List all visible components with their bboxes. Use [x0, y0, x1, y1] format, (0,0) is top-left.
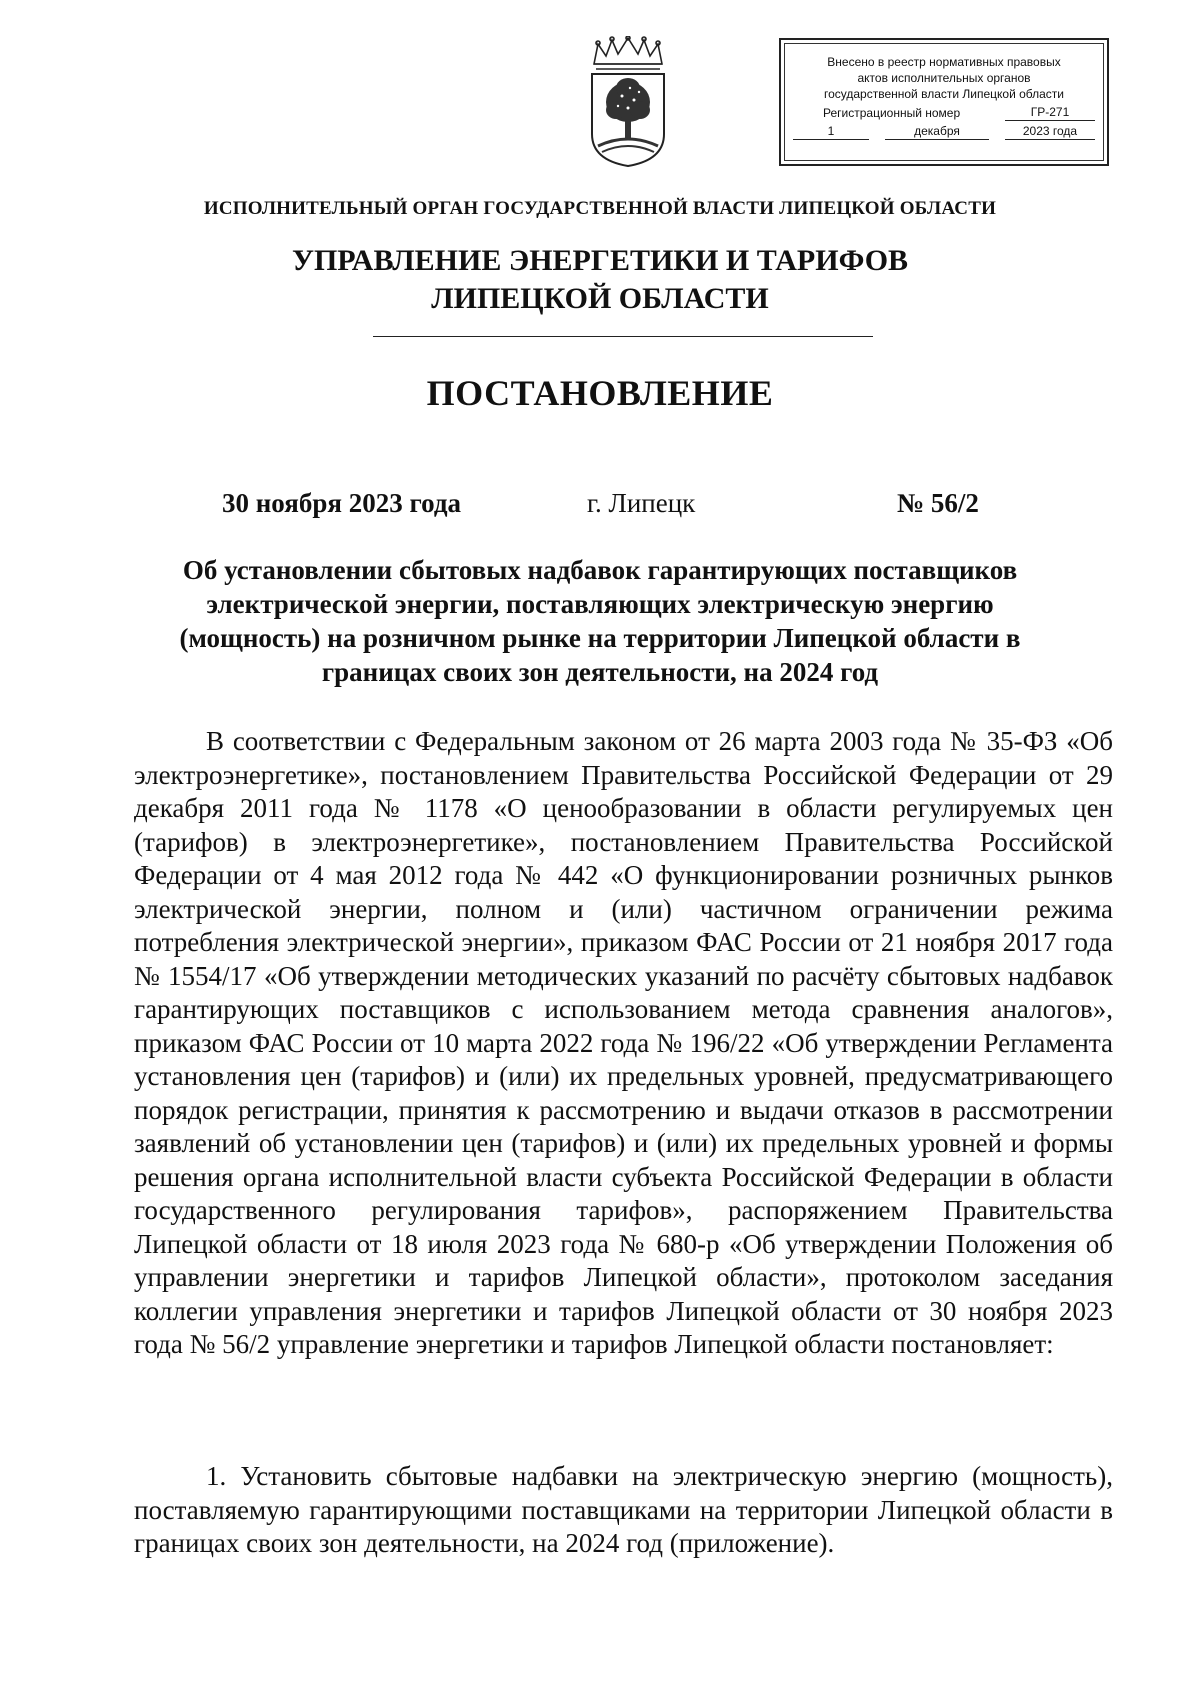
- organization-name: ИСПОЛНИТЕЛЬНЫЙ ОРГАН ГОСУДАРСТВЕННОЙ ВЛАСТИ ЛИПЕЦКОЙ ОБЛАСТИ: [203, 198, 997, 219]
- document-type: ПОСТАНОВЛЕНИЕ: [426, 373, 774, 413]
- stamp-line-3: государственной власти Липецкой области: [823, 87, 1065, 101]
- document-city: г. Липецк: [587, 488, 696, 518]
- registry-stamp: [779, 38, 1109, 166]
- stamp-registration-number: ГР-271: [1005, 104, 1095, 121]
- header-divider: [373, 336, 873, 337]
- document-date: 30 ноября 2023 года: [222, 488, 461, 518]
- coat-of-arms-icon: [584, 36, 672, 168]
- subject-line-1: Об установлении сбытовых надбавок гарантирующих поставщиков: [182, 555, 1018, 585]
- stamp-day: 1: [793, 123, 869, 140]
- document-number: № 56/2: [897, 488, 979, 518]
- department-name-line-2: ЛИПЕЦКОЙ ОБЛАСТИ: [431, 282, 769, 315]
- stamp-line-1: Внесено в реестр нормативных правовых: [827, 55, 1061, 69]
- stamp-line-2: актов исполнительных органов: [857, 71, 1031, 85]
- subject-line-4: границах своих зон деятельности, на 2024 год: [321, 657, 879, 687]
- subject-line-3: (мощность) на розничном рынке на территории Липецкой области в: [179, 623, 1021, 653]
- department-name-line-1: УПРАВЛЕНИЕ ЭНЕРГЕТИКИ И ТАРИФОВ: [291, 244, 909, 277]
- item-1-paragraph: 1. Установить сбытовые надбавки на электрическую энергию (мощность), поставляемую гарантирующими поставщиками на территории Липецкой области в границах своих зон деятельности, на 2024 год (приложение).: [134, 1461, 1113, 1558]
- document-subject: [150, 553, 1050, 689]
- subject-line-2: электрической энергии, поставляющих электрическую энергию: [206, 589, 994, 619]
- stamp-registration-label: Регистрационный номер: [823, 106, 961, 120]
- stamp-month: декабря: [885, 123, 989, 140]
- department-name: [0, 242, 1200, 318]
- stamp-year: 2023 года: [1005, 123, 1095, 140]
- preamble-paragraph: В соответствии с Федеральным законом от 26 марта 2003 года № 35-ФЗ «Об электроэнергетике», постановлением Правительства Российской Федерации от 29 декабря 2011 года № 1178 «О ценообразовании в области регулируемых цен (тарифов) в электроэнергетике», постановлением Правительства Российской Федерации от 4 мая 2012 года № 442 «О функционировании розничных рынков электрической энергии, полном и (или) частичном ограничении режима потребления электрической энергии», приказом ФАС России от 21 ноября 2017 года № 1554/17 «Об утверждении методических указаний по расчёту сбытовых надбавок гарантирующих поставщиков с использованием метода сравнения аналогов», приказом ФАС России от 10 марта 2022 года № 196/22 «Об утверждении Регламента установления цен (тарифов) и (или) их предельных уровней, предусматривающего порядок регистрации, принятия к рассмотрению и выдачи отказов в рассмотрении заявлений об установлении цен (тарифов) и (или) их предельных уровней и формы решения органа исполнительной власти субъекта Российской Федерации в области государственного регулирования тарифов», распоряжением Правительства Липецкой области от 18 июля 2023 года № 680-р «Об утверждении Положения об управлении энергетики и тарифов Липецкой области», протоколом заседания коллегии управления энергетики и тарифов Липецкой области от 30 ноября 2023 года № 56/2 управление энергетики и тарифов Липецкой области постановляет:: [134, 726, 1113, 1359]
